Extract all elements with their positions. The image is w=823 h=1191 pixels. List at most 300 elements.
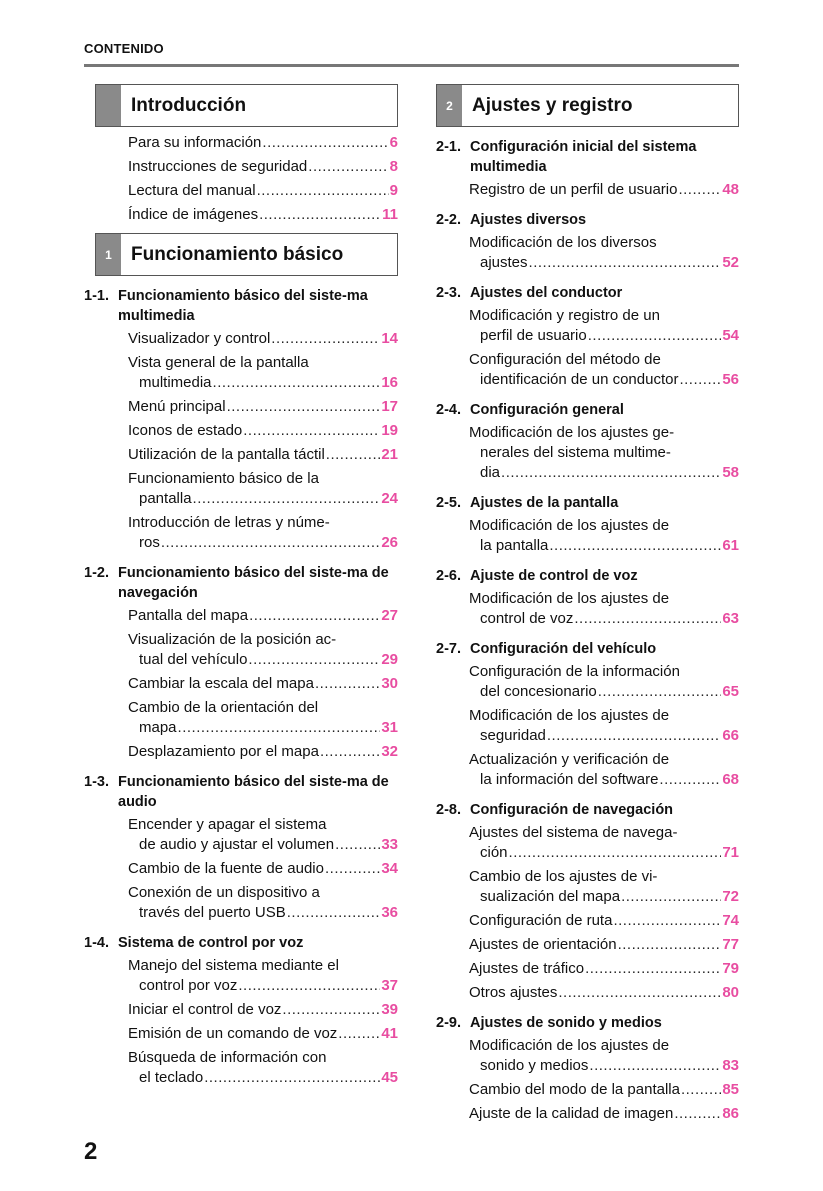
- toc-entry-text: Ajustes de orientación: [469, 936, 617, 953]
- toc-entry[interactable]: [436, 662, 739, 702]
- toc-entry-text: control por voz: [139, 977, 238, 994]
- toc-entry-line: [469, 350, 739, 370]
- dot-leader: [248, 650, 380, 670]
- toc-entry[interactable]: [436, 306, 739, 346]
- toc-entry-text: tual del vehículo: [139, 651, 248, 668]
- toc-entry-line: [128, 157, 398, 177]
- chapter-heading[interactable]: [84, 772, 398, 812]
- toc-entry[interactable]: [436, 867, 739, 907]
- toc-page-number[interactable]: 41: [381, 1025, 398, 1042]
- toc-entry[interactable]: [436, 516, 739, 556]
- chapter-number: 1-4.: [84, 935, 109, 951]
- chapter-title: Configuración inicial del sistema multimedia: [470, 139, 697, 175]
- toc-entry-line: [128, 469, 398, 489]
- toc-page-number[interactable]: 54: [722, 327, 739, 344]
- toc-entry-line: [469, 959, 739, 979]
- dot-leader: [257, 181, 389, 201]
- dot-leader: [529, 253, 722, 273]
- toc-entry-line: [128, 445, 398, 465]
- dot-leader: [259, 205, 381, 225]
- toc-entry-text: Ajustes del sistema de navega-: [469, 824, 678, 841]
- toc-page-number[interactable]: 80: [722, 984, 739, 1001]
- toc-right-column: [436, 84, 739, 1128]
- toc-entry-text: Configuración del método de: [469, 351, 661, 368]
- toc-entry-text: Pantalla del mapa: [128, 607, 249, 624]
- toc-entry-line: [128, 698, 398, 718]
- toc-entry[interactable]: [436, 1104, 739, 1124]
- toc-entry-text: nerales del sistema multime-: [480, 444, 671, 461]
- dot-leader: [547, 726, 721, 746]
- toc-entry-line: [469, 306, 739, 326]
- toc-entry-line: [128, 650, 398, 670]
- toc-page-number[interactable]: 24: [381, 490, 398, 507]
- chapter-heading[interactable]: [436, 283, 739, 303]
- toc-entry-text: Modificación de los ajustes de: [469, 590, 670, 607]
- toc-entry-text: Introducción de letras y núme-: [128, 514, 330, 531]
- section-title: Ajustes y registro: [472, 94, 633, 116]
- section-header-2[interactable]: [436, 84, 739, 127]
- toc-entry[interactable]: [436, 589, 739, 629]
- toc-entry-line: [469, 536, 739, 556]
- toc-entry-text: Otros ajustes: [469, 984, 558, 1001]
- toc-page-number[interactable]: 34: [381, 860, 398, 877]
- toc-entry[interactable]: [84, 1048, 398, 1088]
- dot-leader: [243, 421, 380, 441]
- toc-page-number[interactable]: 36: [381, 904, 398, 921]
- toc-entry-text: Conexión de un dispositivo a: [128, 884, 320, 901]
- toc-entry-text: Visualizador y control: [128, 330, 271, 347]
- dot-leader: [204, 1068, 380, 1088]
- chapter-title: Funcionamiento básico del siste-ma multimedia: [118, 288, 368, 324]
- toc-entry-text: Visualización de la posición ac-: [128, 631, 337, 648]
- page-number: 2: [84, 1138, 98, 1165]
- toc-entry-text: Modificación y registro de un: [469, 307, 660, 324]
- toc-page-number[interactable]: 37: [381, 977, 398, 994]
- toc-entry-line: [128, 606, 398, 626]
- chapter-heading[interactable]: [436, 1013, 739, 1033]
- header-rule: [84, 64, 739, 67]
- dot-leader: [338, 1024, 380, 1044]
- toc-entry-text: del concesionario: [480, 683, 597, 700]
- toc-entry-text: control de voz: [480, 610, 574, 627]
- toc-page-number[interactable]: 8: [389, 158, 398, 175]
- section-2-chapters: [436, 137, 739, 1124]
- dot-leader: [674, 1104, 721, 1124]
- chapter-title: Funcionamiento básico del siste-ma de navegación: [118, 565, 389, 601]
- chapter-title: Sistema de control por voz: [118, 935, 304, 951]
- toc-entry-line: [128, 835, 398, 855]
- toc-page-number[interactable]: 77: [722, 936, 739, 953]
- toc-entry-text: Emisión de un comando de voz: [128, 1025, 338, 1042]
- toc-entry[interactable]: [436, 1036, 739, 1076]
- toc-page-number[interactable]: 30: [381, 675, 398, 692]
- toc-entry-text: Modificación de los ajustes de: [469, 1037, 670, 1054]
- toc-entry[interactable]: [95, 205, 398, 225]
- dot-leader: [574, 609, 721, 629]
- toc-entry[interactable]: [84, 397, 398, 417]
- dot-leader: [213, 373, 381, 393]
- toc-entry-line: [469, 589, 739, 609]
- toc-entry[interactable]: [84, 815, 398, 855]
- toc-entry-line: [128, 674, 398, 694]
- toc-entry-text: Manejo del sistema mediante el: [128, 957, 339, 974]
- toc-page-number[interactable]: 26: [381, 534, 398, 551]
- chapter-number: 2-7.: [436, 641, 461, 657]
- toc-page-number[interactable]: 58: [722, 464, 739, 481]
- toc-entry[interactable]: [84, 698, 398, 738]
- intro-entries: [95, 133, 398, 225]
- chapter-number: 1-2.: [84, 565, 109, 581]
- dot-leader: [585, 959, 721, 979]
- toc-page-number[interactable]: 72: [722, 888, 739, 905]
- toc-page-number[interactable]: 65: [722, 683, 739, 700]
- toc-entry[interactable]: [95, 157, 398, 177]
- toc-entry-line: [469, 911, 739, 931]
- toc-entry-text: Desplazamiento por el mapa: [128, 743, 319, 760]
- toc-entry-text: Registro de un perfil de usuario: [469, 181, 678, 198]
- toc-page-number[interactable]: 83: [722, 1057, 739, 1074]
- chapter-title: Ajustes del conductor: [470, 285, 623, 301]
- toc-entry-line: [128, 976, 398, 996]
- toc-page-number[interactable]: 63: [722, 610, 739, 627]
- toc-entry-text: Modificación de los ajustes de: [469, 707, 670, 724]
- chapter-heading[interactable]: [436, 493, 739, 513]
- chapter-heading[interactable]: [436, 800, 739, 820]
- toc-entry-text: Configuración de la información: [469, 663, 680, 680]
- toc-entry[interactable]: [436, 935, 739, 955]
- toc-entry-line: [469, 867, 739, 887]
- toc-entry-text: multimedia: [139, 374, 212, 391]
- section-title: Introducción: [131, 94, 247, 116]
- toc-entry-line: [128, 397, 398, 417]
- chapter-title: Configuración de navegación: [470, 802, 674, 818]
- toc-entry[interactable]: [95, 133, 398, 153]
- dot-leader: [161, 533, 380, 553]
- toc-page-number[interactable]: 31: [381, 719, 398, 736]
- chapter-title: Ajuste de control de voz: [470, 568, 638, 584]
- toc-page-number[interactable]: 17: [381, 398, 398, 415]
- dot-leader: [621, 887, 721, 907]
- toc-entry-text: pantalla: [139, 490, 192, 507]
- dot-leader: [238, 976, 380, 996]
- toc-entry-line: [128, 1048, 398, 1068]
- chapter-heading[interactable]: [436, 137, 739, 177]
- toc-entry-line: [128, 513, 398, 533]
- toc-entry-line: [469, 887, 739, 907]
- toc-entry-text: sonido y medios: [480, 1057, 589, 1074]
- toc-page-number[interactable]: 86: [722, 1105, 739, 1122]
- dot-leader: [335, 835, 380, 855]
- toc-entry-line: [128, 718, 398, 738]
- chapter-number: 2-1.: [436, 139, 461, 155]
- toc-page-number[interactable]: 33: [381, 836, 398, 853]
- dot-leader: [227, 397, 381, 417]
- dot-leader: [282, 1000, 380, 1020]
- chapter-number: 2-2.: [436, 212, 461, 228]
- toc-entry-line: [469, 823, 739, 843]
- toc-entry-line: [469, 706, 739, 726]
- toc-entry-text: sualización del mapa: [480, 888, 621, 905]
- toc-entry-line: [128, 815, 398, 835]
- toc-entry-text: Para su información: [128, 134, 262, 151]
- toc-entry-line: [469, 935, 739, 955]
- chapter-number: 2-5.: [436, 495, 461, 511]
- toc-entry-line: [128, 353, 398, 373]
- toc-page-number[interactable]: 45: [381, 1069, 398, 1086]
- section-tab: [96, 85, 121, 126]
- toc-entry[interactable]: [436, 180, 739, 200]
- toc-entry-line: [469, 770, 739, 790]
- toc-entry-text: la información del software: [480, 771, 659, 788]
- section-tab: 1: [96, 234, 121, 275]
- dot-leader: [287, 903, 381, 923]
- dot-leader: [618, 935, 722, 955]
- dot-leader: [315, 674, 380, 694]
- chapter-number: 2-8.: [436, 802, 461, 818]
- dot-leader: [249, 606, 380, 626]
- toc-entry-text: de audio y ajustar el volumen: [139, 836, 335, 853]
- chapter-heading[interactable]: [436, 566, 739, 586]
- chapter-title: Ajustes de sonido y medios: [470, 1015, 662, 1031]
- toc-entry-text: Actualización y verificación de: [469, 751, 670, 768]
- section-1-chapters: [84, 286, 398, 1088]
- chapter-heading[interactable]: [436, 639, 739, 659]
- toc-entry-text: Ajuste de la calidad de imagen: [469, 1105, 674, 1122]
- toc-page-number[interactable]: 29: [381, 651, 398, 668]
- dot-leader: [659, 770, 721, 790]
- toc-entry-text: ros: [139, 534, 160, 551]
- chapter-title: Ajustes diversos: [470, 212, 587, 228]
- toc-entry-line: [128, 421, 398, 441]
- toc-entry[interactable]: [84, 469, 398, 509]
- toc-entry[interactable]: [84, 606, 398, 626]
- toc-entry-text: el teclado: [139, 1069, 204, 1086]
- chapter-title: Configuración general: [470, 402, 624, 418]
- toc-entry-line: [469, 726, 739, 746]
- toc-page-number[interactable]: 52: [722, 254, 739, 271]
- dot-leader: [589, 1056, 721, 1076]
- toc-entry-line: [128, 489, 398, 509]
- toc-page-number[interactable]: 66: [722, 727, 739, 744]
- dot-leader: [326, 445, 381, 465]
- toc-entry-line: [469, 253, 739, 273]
- dot-leader: [501, 463, 721, 483]
- dot-leader: [681, 1080, 721, 1100]
- toc-entry-line: [128, 742, 398, 762]
- toc-entry-text: Encender y apagar el sistema: [128, 816, 327, 833]
- toc-page-number[interactable]: 27: [381, 607, 398, 624]
- toc-page-number[interactable]: 56: [722, 371, 739, 388]
- chapter-heading[interactable]: [84, 563, 398, 603]
- section-title: Funcionamiento básico: [131, 243, 344, 265]
- toc-entry[interactable]: [84, 1000, 398, 1020]
- chapter-number: 2-6.: [436, 568, 461, 584]
- toc-page-number[interactable]: 32: [381, 743, 398, 760]
- toc-entry[interactable]: [436, 233, 739, 273]
- dot-leader: [588, 326, 722, 346]
- toc-entry-line: [469, 463, 739, 483]
- toc-left-column: [84, 84, 398, 1092]
- dot-leader: [178, 718, 381, 738]
- toc-entry-line: [128, 1024, 398, 1044]
- chapter-heading[interactable]: [84, 933, 398, 953]
- toc-entry-text: ajustes: [480, 254, 528, 271]
- toc-page-number[interactable]: 85: [722, 1081, 739, 1098]
- toc-entry-line: [469, 370, 739, 390]
- toc-entry[interactable]: [436, 959, 739, 979]
- toc-entry[interactable]: [84, 329, 398, 349]
- toc-entry[interactable]: [84, 513, 398, 553]
- toc-entry-line: [128, 205, 398, 225]
- toc-entry[interactable]: [95, 181, 398, 201]
- toc-entry-line: [128, 181, 398, 201]
- toc-entry[interactable]: [436, 983, 739, 1003]
- toc-page-number[interactable]: 61: [722, 537, 739, 554]
- toc-entry-line: [128, 533, 398, 553]
- toc-entry-text: Iconos de estado: [128, 422, 243, 439]
- toc-entry-line: [469, 423, 739, 443]
- toc-entry-text: la pantalla: [480, 537, 549, 554]
- chapter-heading[interactable]: [84, 286, 398, 326]
- toc-entry[interactable]: [436, 911, 739, 931]
- chapter-title: Configuración del vehículo: [470, 641, 657, 657]
- toc-entry-line: [469, 1080, 739, 1100]
- section-tab: 2: [437, 85, 462, 126]
- toc-entry-line: [128, 859, 398, 879]
- toc-entry[interactable]: [84, 353, 398, 393]
- toc-entry-line: [469, 1056, 739, 1076]
- toc-entry-text: Funcionamiento básico de la: [128, 470, 319, 487]
- toc-entry-line: [128, 329, 398, 349]
- toc-entry-line: [469, 983, 739, 1003]
- toc-entry-line: [128, 956, 398, 976]
- toc-entry[interactable]: [436, 706, 739, 746]
- chapter-heading[interactable]: [436, 210, 739, 230]
- dot-leader: [262, 133, 388, 153]
- chapter-title: Ajustes de la pantalla: [470, 495, 619, 511]
- toc-page-number[interactable]: 21: [381, 446, 398, 463]
- toc-entry[interactable]: [84, 445, 398, 465]
- toc-entry-line: [469, 1104, 739, 1124]
- toc-entry[interactable]: [436, 423, 739, 483]
- toc-entry-text: Cambio del modo de la pantalla: [469, 1081, 680, 1098]
- toc-entry-line: [469, 843, 739, 863]
- dot-leader: [558, 983, 721, 1003]
- toc-entry[interactable]: [84, 859, 398, 879]
- toc-entry[interactable]: [84, 674, 398, 694]
- toc-entry-line: [469, 609, 739, 629]
- toc-entry-line: [128, 1000, 398, 1020]
- toc-entry-text: Modificación de los ajustes ge-: [469, 424, 675, 441]
- toc-page-number[interactable]: 19: [381, 422, 398, 439]
- toc-page-number[interactable]: 79: [722, 960, 739, 977]
- toc-page-number[interactable]: 74: [722, 912, 739, 929]
- toc-page-number[interactable]: 39: [381, 1001, 398, 1018]
- toc-entry-text: identificación de un conductor: [480, 371, 679, 388]
- toc-entry-line: [128, 1068, 398, 1088]
- dot-leader: [678, 180, 721, 200]
- toc-entry-text: Modificación de los ajustes de: [469, 517, 670, 534]
- running-head: CONTENIDO: [84, 41, 164, 56]
- toc-entry-text: Ajustes de tráfico: [469, 960, 585, 977]
- toc-entry-text: dia: [480, 464, 501, 481]
- toc-page-number[interactable]: 11: [382, 206, 398, 223]
- toc-entry[interactable]: [436, 823, 739, 863]
- toc-entry-line: [469, 750, 739, 770]
- toc-entry[interactable]: [84, 883, 398, 923]
- toc-entry-text: Índice de imágenes: [128, 206, 259, 223]
- toc-entry-text: Modificación de los diversos: [469, 234, 657, 251]
- toc-entry-line: [469, 662, 739, 682]
- toc-entry-line: [469, 180, 739, 200]
- toc-entry-text: Cambio de la orientación del: [128, 699, 319, 716]
- toc-entry[interactable]: [84, 630, 398, 670]
- toc-entry-text: Lectura del manual: [128, 182, 256, 199]
- toc-entry-line: [128, 373, 398, 393]
- toc-entry-text: Cambio de la fuente de audio: [128, 860, 324, 877]
- toc-page-number[interactable]: 6: [389, 134, 398, 151]
- toc-page-number[interactable]: 71: [722, 844, 739, 861]
- toc-entry-line: [128, 903, 398, 923]
- toc-entry-text: perfil de usuario: [480, 327, 587, 344]
- toc-entry-text: Instrucciones de seguridad: [128, 158, 308, 175]
- toc-entry[interactable]: [436, 1080, 739, 1100]
- toc-entry-text: Vista general de la pantalla: [128, 354, 309, 371]
- dot-leader: [320, 742, 380, 762]
- toc-page-number[interactable]: 16: [381, 374, 398, 391]
- toc-entry-text: Configuración de ruta: [469, 912, 613, 929]
- toc-entry-text: Cambio de los ajustes de vi-: [469, 868, 658, 885]
- chapter-number: 1-3.: [84, 774, 109, 790]
- dot-leader: [679, 370, 721, 390]
- chapter-number: 2-9.: [436, 1015, 461, 1031]
- toc-entry-line: [128, 630, 398, 650]
- toc-entry[interactable]: [84, 742, 398, 762]
- toc-page-number[interactable]: 48: [722, 181, 739, 198]
- toc-entry[interactable]: [84, 1024, 398, 1044]
- toc-page-number[interactable]: 9: [389, 182, 398, 199]
- toc-entry-text: Búsqueda de información con: [128, 1049, 327, 1066]
- toc-entry[interactable]: [84, 421, 398, 441]
- dot-leader: [325, 859, 380, 879]
- toc-entry-text: Menú principal: [128, 398, 226, 415]
- toc-page-number[interactable]: 14: [381, 330, 398, 347]
- toc-entry-text: mapa: [139, 719, 177, 736]
- section-header-1[interactable]: [95, 233, 398, 276]
- dot-leader: [271, 329, 380, 349]
- toc-entry[interactable]: [436, 350, 739, 390]
- toc-entry-line: [469, 326, 739, 346]
- toc-entry-text: ción: [480, 844, 508, 861]
- toc-entry-line: [469, 443, 739, 463]
- section-header-intro[interactable]: [95, 84, 398, 127]
- chapter-number: 1-1.: [84, 288, 109, 304]
- dot-leader: [193, 489, 381, 509]
- dot-leader: [509, 843, 722, 863]
- chapter-heading[interactable]: [436, 400, 739, 420]
- dot-leader: [308, 157, 388, 177]
- toc-entry-line: [469, 233, 739, 253]
- chapter-title: Funcionamiento básico del siste-ma de audio: [118, 774, 389, 810]
- toc-entry[interactable]: [436, 750, 739, 790]
- toc-entry[interactable]: [84, 956, 398, 996]
- chapter-number: 2-4.: [436, 402, 461, 418]
- toc-entry-text: Utilización de la pantalla táctil: [128, 446, 325, 463]
- toc-entry-line: [469, 516, 739, 536]
- dot-leader: [613, 911, 721, 931]
- toc-entry-text: Iniciar el control de voz: [128, 1001, 282, 1018]
- toc-page-number[interactable]: 68: [722, 771, 739, 788]
